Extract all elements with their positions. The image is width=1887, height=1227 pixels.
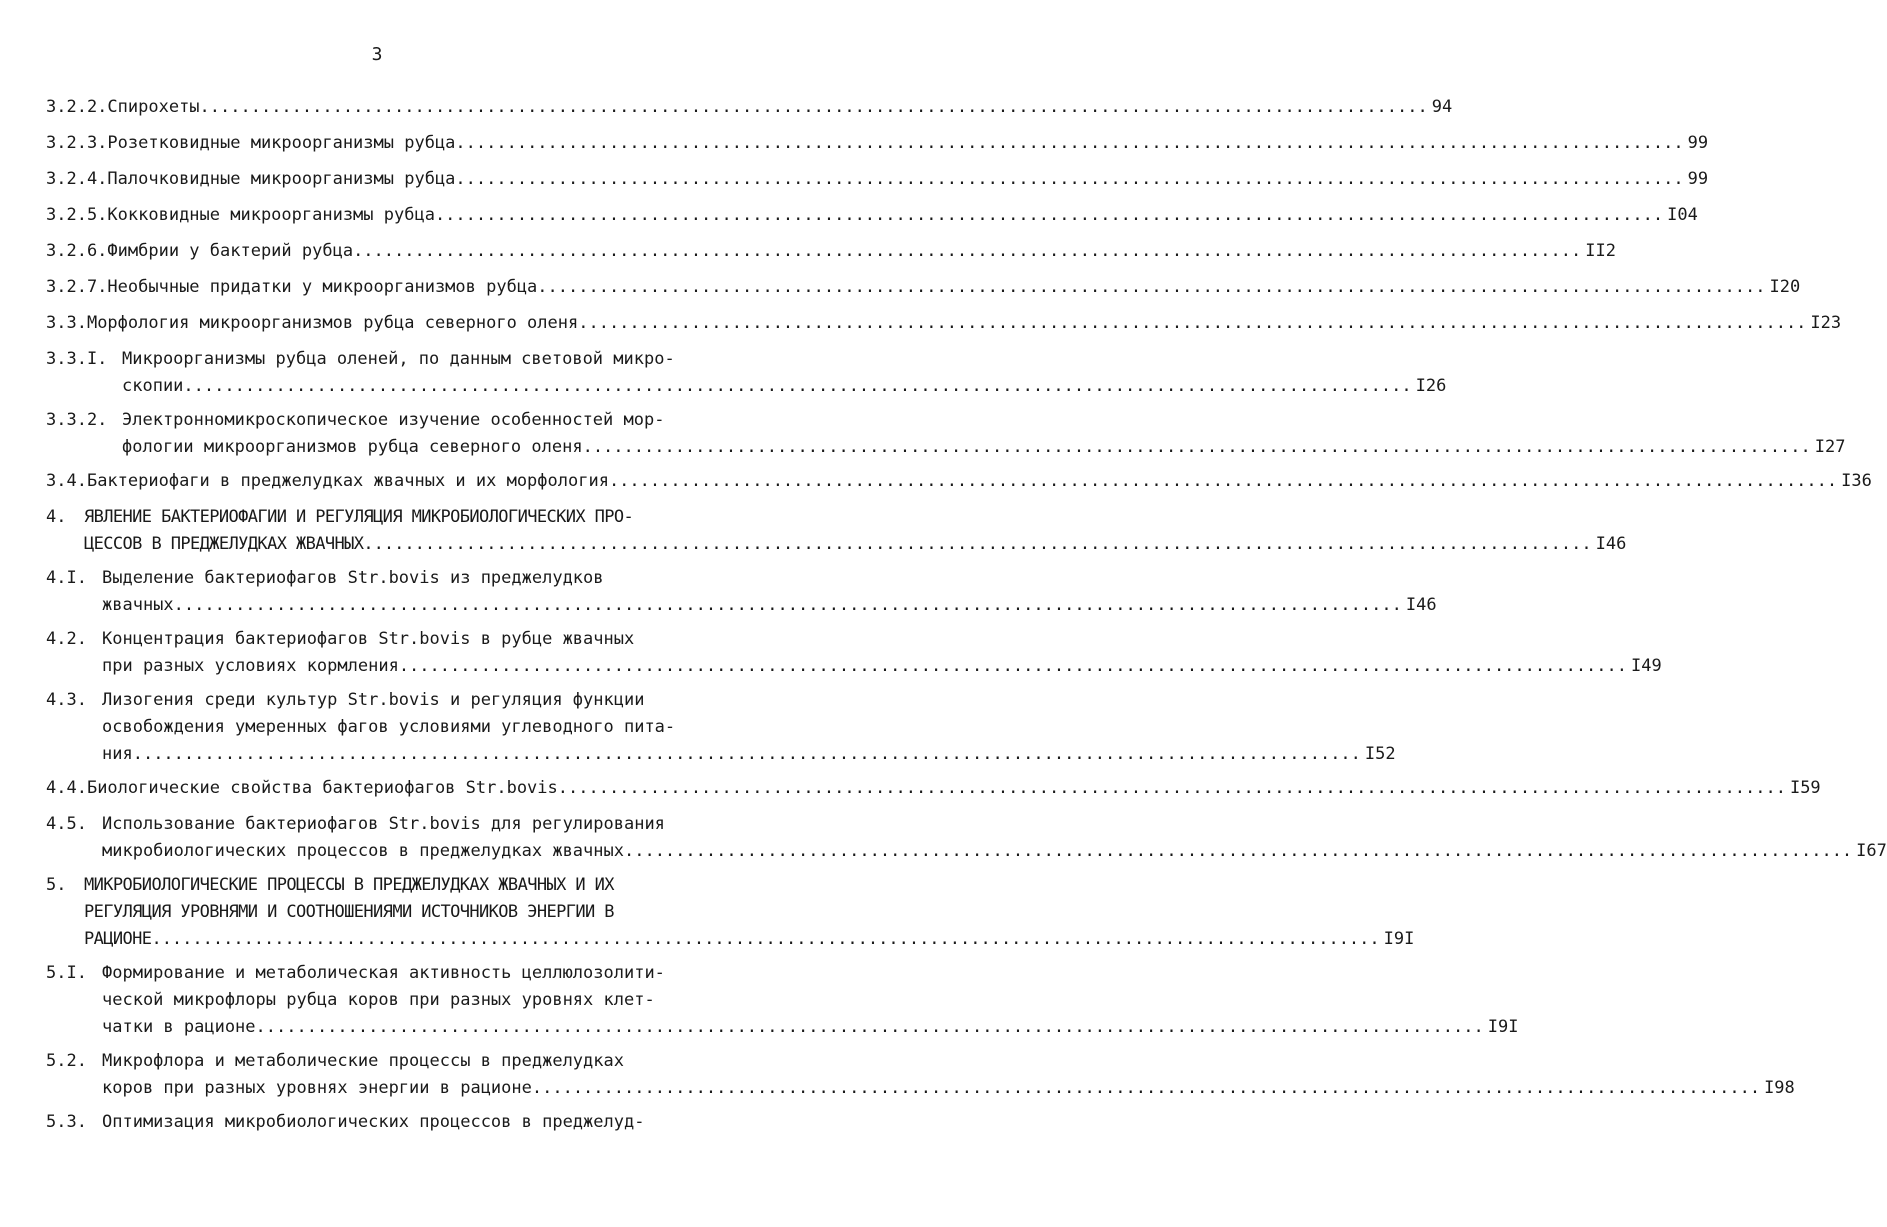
toc-entry-title: скопии [122,376,184,396]
dot-leader: ........................................................................................................................ [582,437,1811,457]
dot-leader: ........................................................................................................................ [398,656,1627,676]
toc-entry-title: Палочковидные микроорганизмы рубца [107,169,456,189]
toc-entry-title: коров при разных уровнях энергии в рационе [102,1078,532,1098]
toc-entry [46,94,1453,121]
toc-entry-title: Кокковидные микроорганизмы рубца [107,205,435,225]
toc-page-number: 99 [1687,133,1709,153]
toc-entry [46,310,1842,337]
toc-entry [46,960,1519,1041]
dot-leader: ........................................................................................................................ [434,205,1664,225]
toc-entry-number: 4.5. [46,814,87,834]
toc-entry-title: Электронномикроскопическое изучение особенностей мор- [122,410,665,430]
toc-entry-number: 5.3. [46,1112,87,1132]
toc-entry-number: 3.3. [46,313,87,333]
toc-entry-title: Микрофлора и метаболические процессы в преджелудках [102,1051,624,1071]
toc-entry-number: 4. [46,507,67,527]
toc-entry-title: Розетковидные микроорганизмы рубца [107,133,456,153]
dot-leader: ........................................................................................................................ [183,376,1412,396]
toc-page-number: I52 [1364,744,1396,764]
dot-leader: ........................................................................................................................ [455,133,1684,153]
toc-entry [46,130,1709,157]
toc-entry [46,238,1616,265]
toc-entry-title: Фимбрии у бактерий рубца [107,241,354,261]
toc-entry-title: Микроорганизмы рубца оленей, по данным световой микро- [122,349,675,369]
toc-entry-number: 3.2.2. [46,97,108,117]
dot-leader: ........................................................................................................................ [531,1078,1761,1098]
toc-entry-title: ния [102,744,133,764]
toc-page-number: I98 [1764,1078,1795,1098]
dot-leader: ........................................................................................................................ [455,169,1684,189]
toc-page-number: 99 [1687,169,1709,189]
dot-leader: ........................................................................................................................ [255,1017,1484,1037]
toc-entry-title: РЕГУЛЯЦИЯ УРОВНЯМИ И СООТНОШЕНИЯМИ ИСТОЧНИКОВ ЭНЕРГИИ В [84,902,614,922]
toc-entry-number: 3.2.5. [46,205,108,225]
toc-page-number: I67 [1856,841,1887,861]
toc-entry-number: 3.4. [46,471,87,491]
toc-page-number: I9I [1487,1017,1519,1037]
toc-entry [46,1048,1795,1102]
toc-entry-title: жвачных [102,595,174,615]
toc-entry-number: 4.4. [46,778,87,798]
toc-entry [46,274,1801,301]
toc-entry-number: 3.3.I. [46,349,108,369]
toc-page-number: I26 [1415,376,1447,396]
dot-leader: ........................................................................................................................ [173,595,1402,615]
toc-entry-number: 4.2. [46,629,87,649]
dot-leader: ........................................................................................................................ [557,778,1786,798]
dot-leader: ........................................................................................................................ [623,841,1853,861]
toc-entry-title: Спирохеты [107,97,200,117]
toc-entry-title: чатки в рационе [102,1017,256,1037]
dot-leader: ........................................................................................................................ [199,97,1428,117]
toc-entry-number: 5. [46,875,67,895]
toc-entry-number: 4.I. [46,568,87,588]
dot-leader: ........................................................................................................................ [363,534,1592,554]
toc-entry-title: Морфология микроорганизмов рубца северного оленя [86,313,579,333]
toc-entry [46,872,1415,953]
toc-entry [46,504,1627,558]
toc-entry-title: Использование бактериофагов Str.bovis для регулирования [102,814,665,834]
toc-entry-number: 3.2.7. [46,277,108,297]
toc-entry-number: 3.2.4. [46,169,108,189]
toc-entry [46,1109,746,1136]
toc-entry [46,626,1662,680]
toc-entry-title: Бактериофаги в преджелудках жвачных и их морфология [86,471,609,491]
toc-entry-title: освобождения умеренных фагов условиями углеводного пита- [102,717,676,737]
toc-entry-number: 5.I. [46,963,87,983]
toc-page-number: I46 [1595,534,1627,554]
dot-leader: ........................................................................................................................ [132,744,1361,764]
toc-page-number: I04 [1667,205,1698,225]
toc-entry-number: 5.2. [46,1051,87,1071]
page-number: 3 [371,44,383,65]
toc-page-number: I59 [1789,778,1821,798]
toc-entry-title: РАЦИОНЕ [84,929,152,949]
dot-leader: ........................................................................................................................ [353,241,1582,261]
toc-entry [46,407,1846,461]
toc-entry-title: ЦЕССОВ В ПРЕДЖЕЛУДКАХ ЖВАЧНЫХ [84,534,364,554]
toc-entry-title: Биологические свойства бактериофагов Str.bovis [86,778,558,798]
toc-entry-title: МИКРОБИОЛОГИЧЕСКИЕ ПРОЦЕССЫ В ПРЕДЖЕЛУДКАХ ЖВАЧНЫХ И ИХ [84,875,614,895]
toc-entry-title: при разных условиях кормления [102,656,399,676]
toc-entry-title: Выделение бактериофагов Str.bovis из преджелудков [102,568,604,588]
toc-entry-title: Концентрация бактериофагов Str.bovis в рубце жвачных [102,629,635,649]
toc-entry [46,565,1437,619]
dot-leader: ........................................................................................................................ [608,471,1838,491]
toc-entry [46,166,1709,193]
dot-leader: ........................................................................................................................ [537,277,1766,297]
toc-page-number: I27 [1814,437,1846,457]
toc-page-number: I46 [1405,595,1437,615]
toc-entry-number: 3.2.6. [46,241,108,261]
toc-entry-title: ческой микрофлоры рубца коров при разных уровнях клет- [102,990,655,1010]
toc-entry-title: ЯВЛЕНИЕ БАКТЕРИОФАГИИ И РЕГУЛЯЦИЯ МИКРОБИОЛОГИЧЕСКИХ ПРО- [84,507,634,527]
toc-page-number: I9I [1383,929,1415,949]
dot-leader: ........................................................................................................................ [578,313,1807,333]
toc-page-number: I36 [1841,471,1872,491]
toc-entry [46,687,1396,768]
toc-entry-title: Лизогения среди культур Str.bovis и регуляция функции [102,690,645,710]
toc-entry-title: Оптимизация микробиологических процессов в преджелуд- [102,1112,645,1132]
toc-entry-title: Необычные придатки у микроорганизмов рубца [107,277,538,297]
toc-entry-number: 4.3. [46,690,87,710]
toc-page-number: 94 [1431,97,1453,117]
toc-entry-title: Формирование и метаболическая активность целлюлозолити- [102,963,665,983]
dot-leader: ........................................................................................................................ [151,929,1380,949]
toc-entry [46,468,1872,495]
toc-entry [46,811,1887,865]
toc-entry-number: 3.2.3. [46,133,108,153]
toc-entry [46,346,1447,400]
toc-page-number: I49 [1631,656,1662,676]
toc-entry [46,775,1821,802]
toc-entry-number: 3.3.2. [46,410,108,430]
toc-entry-title: фологии микроорганизмов рубца северного оленя [122,437,583,457]
toc-entry [46,202,1698,229]
toc-page-number: II2 [1585,241,1616,261]
toc-entry-title: микробиологических процессов в преджелудках жвачных [102,841,624,861]
toc-page-number: I20 [1769,277,1801,297]
toc-page-number: I23 [1810,313,1842,333]
